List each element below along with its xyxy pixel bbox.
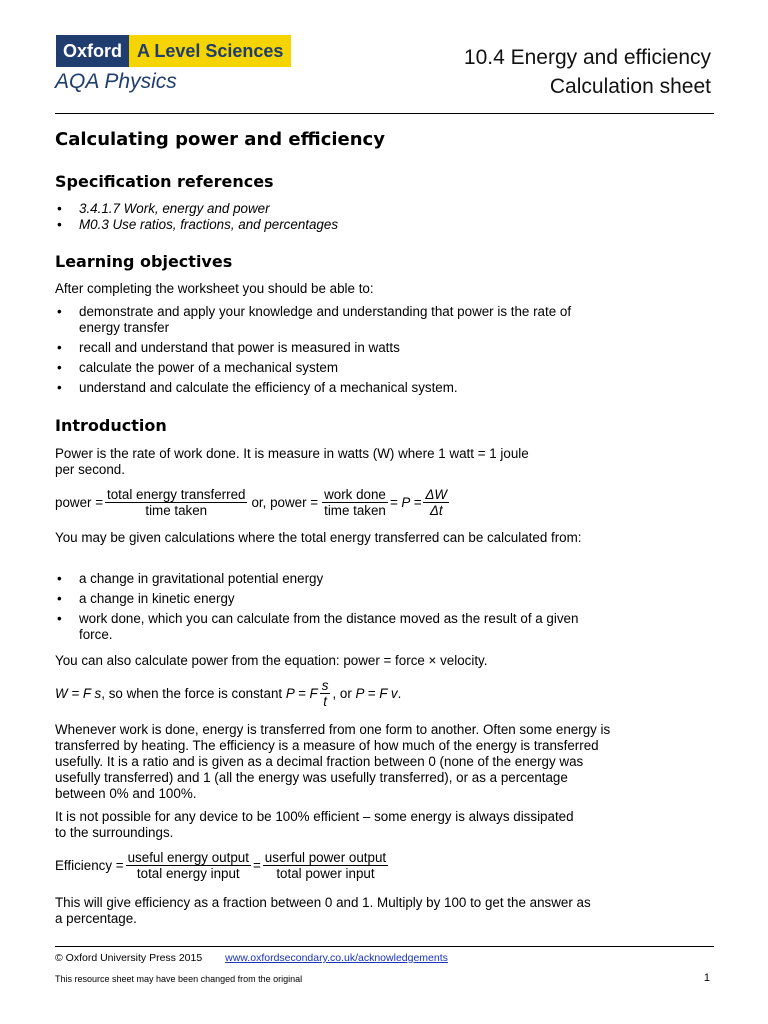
acknowledgements-link[interactable]: www.oxfordsecondary.co.uk/acknowledgements [225,952,448,964]
denominator: t [323,694,327,709]
sheet-type: Calculation sheet [549,75,711,98]
eq-text: Efficiency = [55,858,124,873]
brand-logo [56,35,291,67]
objectives-intro: After completing the worksheet you should be able to: [55,281,374,296]
footer-note: This resource sheet may have been changed from the original [55,974,303,984]
brand-oxford: Oxford [56,35,129,67]
header-divider [55,113,714,114]
force-equation [55,678,401,709]
eq-text: P = F v [355,686,398,701]
intro-paragraph: You can also calculate power from the equation: power = force × velocity. [55,653,488,668]
fraction [423,487,449,518]
energy-sources-list [55,571,615,643]
header-right [464,43,711,101]
page-title: Calculating power and efficiency [55,129,385,150]
numerator: userful power output [264,850,387,865]
brand-series: A Level Sciences [129,35,291,67]
spec-list [55,201,615,233]
intro-paragraph: Power is the rate of work done. It is measure in watts (W) where 1 watt = 1 joule per second. [55,446,529,477]
list-item: • M0.3 Use ratios, fractions, and percentages [55,217,615,233]
intro-paragraph: Whenever work is done, energy is transferred from one form to another. Often some energy is transferred by heating. The efficiency is a measure of how much of the energy is transferred usefully. It is a ratio and is given as a decimal fraction between 0 (none of the energy was usefully transferred) and 1 (all the energy was usefully transferred), or as a percentage between 0% and 100%. [55,722,611,801]
intro-paragraph: This will give efficiency as a fraction between 0 and 1. Multiply by 100 to get the answer as a percentage. [55,895,591,926]
fraction [263,850,388,881]
list-item: • demonstrate and apply your knowledge and understanding that power is the rate of energy transfer [55,304,615,336]
footer-divider [55,946,714,947]
eq-text: = [252,858,261,873]
copyright: © Oxford University Press 2015 [55,952,203,964]
fraction [322,487,388,518]
topic-title: 10.4 Energy and efficiency [463,46,711,69]
list-item: • work done, which you can calculate from the distance moved as the result of a given force. [55,611,615,643]
list-item: • 3.4.1.7 Work, energy and power [55,201,615,217]
denominator: time taken [145,503,208,518]
numerator: work done [324,487,386,502]
eq-text: W = F s [55,686,102,701]
introduction-heading: Introduction [55,416,167,435]
list-item: • a change in kinetic energy [55,591,615,607]
fraction [126,850,251,881]
intro-paragraph: It is not possible for any device to be 100% efficient – some energy is always dissipated to the surroundings. [55,809,574,840]
eq-text: = P = [389,495,422,510]
denominator: Δt [429,503,443,518]
numerator: total energy transferred [107,487,246,502]
spec-heading: Specification references [55,172,274,191]
list-item: • understand and calculate the efficiency of a mechanical system. [55,380,615,396]
power-equation [55,487,451,518]
numerator: s [321,678,329,693]
denominator: total power input [276,866,375,881]
intro-paragraph: You may be given calculations where the total energy transferred can be calculated from: [55,530,582,545]
fraction [320,678,331,709]
objectives-list [55,304,615,396]
eq-text: , or [332,686,356,701]
footer-line [55,952,448,964]
numerator: ΔW [425,487,448,502]
subject-title: AQA Physics [55,70,177,93]
page-number: 1 [703,972,710,984]
efficiency-equation [55,850,390,881]
eq-text: or, power = [251,495,319,510]
list-item: • a change in gravitational potential energy [55,571,615,587]
eq-text: P = F [285,686,318,701]
denominator: time taken [324,503,386,518]
numerator: useful energy output [127,850,249,865]
list-item: • calculate the power of a mechanical system [55,360,615,376]
objectives-heading: Learning objectives [55,252,233,271]
eq-text: power = [55,495,104,510]
list-item: • recall and understand that power is measured in watts [55,340,615,356]
denominator: total energy input [136,866,240,881]
eq-text: , so when the force is constant [101,686,286,701]
fraction [105,487,247,518]
eq-text: . [397,686,402,701]
